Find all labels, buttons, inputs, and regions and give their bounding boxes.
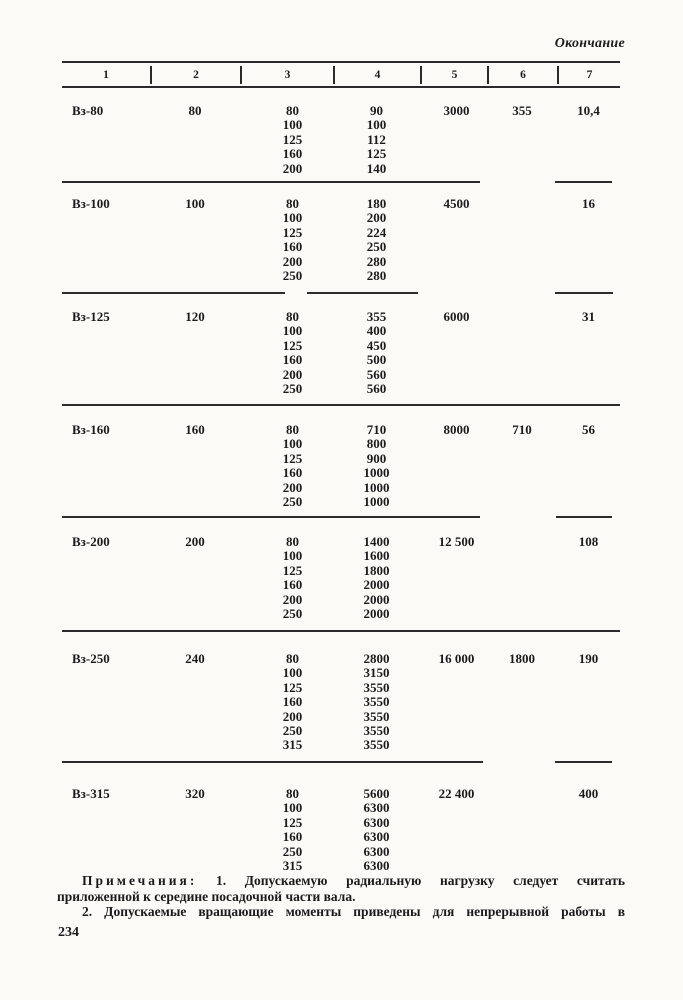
column-header-5: 5 (420, 66, 487, 84)
cell-line: 800 (366, 436, 387, 452)
cell-line: 5600 (363, 786, 390, 801)
col7-cell (557, 104, 620, 176)
cell-line: 224 (366, 224, 387, 240)
col7-cell (557, 787, 620, 873)
table-row-Вз-200 (62, 535, 620, 621)
col4-cell (333, 535, 420, 621)
data-table (62, 61, 620, 876)
cell-line: 100 (282, 210, 303, 226)
continuation-label: Окончание (554, 36, 625, 51)
cell-line: 3550 (363, 679, 390, 695)
cell-line: 6300 (363, 858, 390, 874)
cell-line: 120 (185, 309, 205, 324)
cell-line: 400 (366, 323, 387, 339)
cell-line: 180 (366, 196, 387, 211)
cell-line: 355 (366, 309, 387, 324)
cell-line: 8000 (443, 422, 470, 437)
cell-line: 1000 (363, 479, 390, 495)
cell-line: 100 (282, 548, 303, 564)
cell-line: 200 (185, 534, 205, 549)
col6-cell (487, 197, 557, 283)
cell-line: 250 (282, 606, 303, 622)
divider-segment (62, 761, 483, 763)
cell-line: 280 (366, 268, 387, 284)
cell-line: 2000 (363, 606, 390, 622)
col7-cell (557, 423, 620, 509)
col6-cell (487, 423, 557, 509)
cell-line: 125 (282, 131, 303, 147)
cell-line: 560 (366, 366, 387, 382)
table-row-Вз-160 (62, 423, 620, 509)
cell-line: 200 (282, 479, 303, 495)
cell-line: 125 (366, 146, 387, 162)
cell-line: Вз-125 (72, 309, 110, 324)
cell-line: 250 (282, 381, 303, 397)
cell-line: 190 (578, 651, 599, 666)
cell-line: 280 (366, 253, 387, 269)
col2-cell (150, 535, 240, 621)
col6-cell (487, 787, 557, 873)
col3-cell (240, 535, 333, 621)
col2-cell (150, 423, 240, 509)
cell-line: 16 (582, 196, 595, 211)
cell-line: 450 (366, 337, 387, 353)
cell-line: 1600 (363, 548, 390, 564)
cell-line: 200 (282, 591, 303, 607)
column-header-2: 2 (150, 66, 240, 84)
cell-line: 80 (286, 786, 299, 801)
cell-line: 1400 (363, 534, 390, 549)
divider-segment (62, 404, 620, 406)
cell-line: 2000 (363, 591, 390, 607)
cell-line: 6300 (363, 814, 390, 830)
cell-line: 710 (512, 422, 532, 437)
col6-cell (487, 310, 557, 396)
cell-line: 1800 (509, 651, 535, 666)
cell-line: 3150 (363, 665, 390, 681)
table-row-Вз-80 (62, 104, 620, 176)
section-divider-4 (62, 516, 620, 518)
cell-line: 125 (282, 337, 303, 353)
cell-line: 80 (286, 103, 299, 118)
col4-cell (333, 104, 420, 176)
col3-cell (240, 104, 333, 176)
cell-line: 160 (282, 577, 303, 593)
col2-cell (150, 787, 240, 873)
col6-cell (487, 652, 557, 753)
cell-line: 3550 (363, 694, 390, 710)
column-header-3: 3 (240, 66, 333, 84)
col5-cell (420, 652, 487, 753)
column-header-1: 1 (103, 69, 109, 81)
cell-line: 500 (366, 352, 387, 368)
col3-cell (240, 652, 333, 753)
column-header-7: 7 (557, 66, 620, 84)
col5-cell (420, 310, 487, 396)
cell-line: 125 (282, 224, 303, 240)
cell-line: 250 (366, 239, 387, 255)
cell-line: 315 (282, 737, 303, 753)
cell-line: 900 (366, 450, 387, 466)
column-header-4: 4 (333, 66, 420, 84)
cell-line: 140 (366, 160, 387, 176)
section-divider-5 (62, 630, 620, 632)
cell-line: 22 400 (438, 786, 475, 801)
cell-line: 3000 (443, 103, 470, 118)
cell-line: 6300 (363, 829, 390, 845)
divider-segment (555, 181, 612, 183)
cell-line: 160 (185, 422, 205, 437)
col7-cell (557, 535, 620, 621)
table-header-row (62, 61, 620, 88)
cell-line: 80 (286, 422, 299, 437)
cell-line: 80 (286, 651, 299, 666)
column-header-6: 6 (487, 66, 557, 84)
cell-line: 2000 (363, 577, 390, 593)
note-line-2: приложенной к середине посадочной части вала. (57, 888, 356, 904)
cell-line: 6000 (443, 309, 470, 324)
cell-line: Вз-250 (72, 651, 110, 666)
cell-line: 355 (512, 103, 532, 118)
section-divider-3 (62, 404, 620, 406)
cell-line: 400 (578, 786, 599, 801)
col5-cell (420, 104, 487, 176)
cell-line: 80 (286, 196, 299, 211)
col3-cell (240, 310, 333, 396)
cell-line: 108 (578, 534, 599, 549)
cell-line: 250 (282, 494, 303, 510)
cell-line: 1000 (363, 494, 390, 510)
cell-line: 2800 (363, 651, 390, 666)
divider-segment (62, 516, 480, 518)
table-row-Вз-250 (62, 652, 620, 753)
cell-line: 90 (370, 103, 383, 118)
cell-line: 112 (367, 131, 386, 147)
table-row-Вз-100 (62, 197, 620, 283)
cell-line: 80 (286, 534, 299, 549)
col7-cell (557, 310, 620, 396)
cell-line: 250 (282, 843, 303, 859)
cell-line: 240 (185, 651, 205, 666)
section-divider-1 (62, 181, 620, 183)
cell-line: 1800 (363, 562, 390, 578)
cell-line: 710 (366, 422, 387, 437)
cell-line: 320 (185, 786, 205, 801)
cell-line: 100 (282, 323, 303, 339)
note-line-3: 2. Допускаемые вращающие моменты приведены для непрерывной работы в (82, 904, 625, 920)
cell-line: 80 (188, 103, 202, 118)
col3-cell (240, 787, 333, 873)
note-1-text: 1. Допускаемую радиальную нагрузку следует считать (215, 873, 625, 888)
cell-line: 200 (282, 708, 303, 724)
cell-line: 100 (282, 117, 303, 133)
col7-cell (557, 652, 620, 753)
col2-cell (150, 652, 240, 753)
col5-cell (420, 787, 487, 873)
col4-cell (333, 423, 420, 509)
col4-cell (333, 787, 420, 873)
cell-line: 200 (282, 253, 303, 269)
cell-line: 315 (282, 858, 303, 874)
col3-cell (240, 423, 333, 509)
cell-line: 100 (366, 117, 387, 133)
type-cell (62, 423, 150, 509)
cell-line: 4500 (443, 196, 470, 211)
cell-line: 100 (282, 436, 303, 452)
col2-cell (150, 310, 240, 396)
divider-segment (307, 292, 418, 294)
note-line-1 (57, 873, 625, 889)
col3-cell (240, 197, 333, 283)
cell-line: Вз-200 (72, 534, 110, 549)
cell-line: 125 (282, 814, 303, 830)
col4-cell (333, 197, 420, 283)
cell-line: 6300 (363, 800, 390, 816)
cell-line: 3550 (363, 708, 390, 724)
divider-segment (62, 181, 480, 183)
cell-line: 31 (582, 309, 595, 324)
cell-line: 160 (282, 352, 303, 368)
col4-cell (333, 310, 420, 396)
cell-line: 12 500 (438, 534, 475, 549)
col5-cell (420, 535, 487, 621)
cell-line: 200 (282, 160, 303, 176)
cell-line: 160 (282, 465, 303, 481)
col7-cell (557, 197, 620, 283)
cell-line: 250 (282, 723, 303, 739)
cell-line: 160 (282, 829, 303, 845)
cell-line: 3550 (363, 737, 390, 753)
col5-cell (420, 423, 487, 509)
cell-line: Вз-100 (72, 196, 110, 211)
notes-label: Примечания: (82, 873, 198, 888)
cell-line: 16 000 (438, 651, 475, 666)
type-cell (62, 535, 150, 621)
divider-segment (556, 516, 612, 518)
cell-line: 80 (286, 309, 299, 324)
type-cell (62, 787, 150, 873)
type-cell (62, 652, 150, 753)
divider-segment (62, 630, 620, 632)
cell-line: 560 (366, 381, 387, 397)
footnotes (57, 873, 625, 920)
cell-line: Вз-80 (72, 103, 104, 118)
cell-line: 1000 (363, 465, 390, 481)
type-cell (62, 104, 150, 176)
col2-cell (150, 104, 240, 176)
type-cell (62, 197, 150, 283)
col6-cell (487, 535, 557, 621)
cell-line: 56 (582, 422, 595, 437)
cell-line: Вз-160 (72, 422, 110, 437)
cell-line: 250 (282, 268, 303, 284)
cell-line: 125 (282, 562, 303, 578)
cell-line: 100 (282, 665, 303, 681)
cell-line: 160 (282, 694, 303, 710)
cell-line: 125 (282, 450, 303, 466)
section-divider-2 (62, 292, 620, 294)
section-divider-6 (62, 761, 620, 763)
cell-line: 160 (282, 239, 303, 255)
col4-cell (333, 652, 420, 753)
cell-line: 160 (282, 146, 303, 162)
cell-line: 100 (282, 800, 303, 816)
cell-line: 125 (282, 679, 303, 695)
cell-line: 200 (282, 366, 303, 382)
col5-cell (420, 197, 487, 283)
type-cell (62, 310, 150, 396)
divider-segment (555, 292, 613, 294)
cell-line: 3550 (363, 723, 390, 739)
divider-segment (555, 761, 612, 763)
page-number: 234 (58, 925, 79, 940)
cell-line: 10,4 (577, 103, 600, 118)
cell-line: 200 (366, 210, 387, 226)
col2-cell (150, 197, 240, 283)
cell-line: Вз-315 (72, 786, 110, 801)
divider-segment (62, 292, 285, 294)
cell-line: 100 (185, 196, 205, 211)
col6-cell (487, 104, 557, 176)
cell-line: 6300 (363, 843, 390, 859)
table-row-Вз-125 (62, 310, 620, 396)
table-row-Вз-315 (62, 787, 620, 873)
